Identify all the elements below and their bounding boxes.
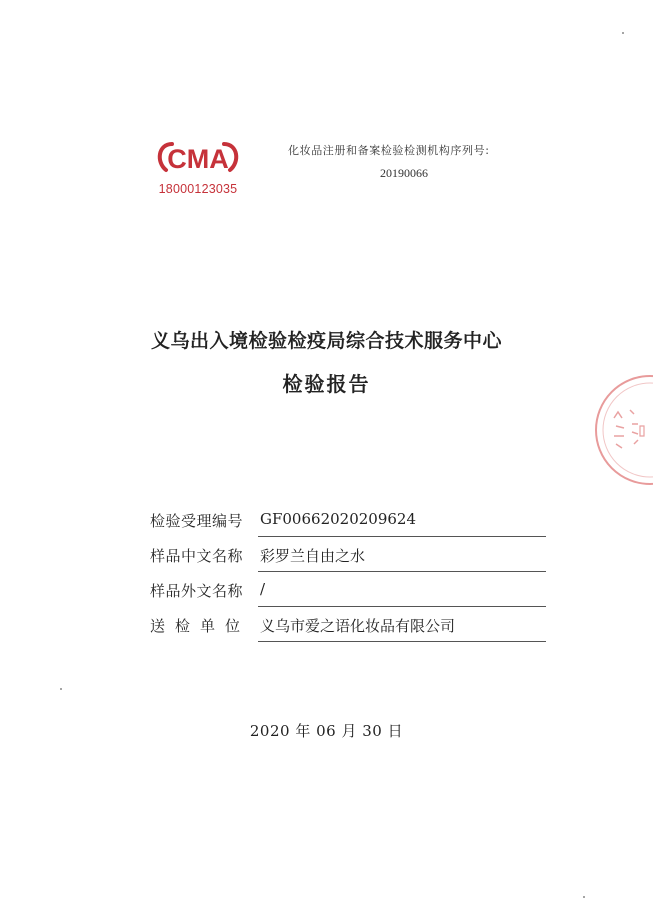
field-value: 义乌市爱之语化妆品有限公司 bbox=[260, 617, 456, 635]
field-row-acceptance-number bbox=[150, 506, 550, 541]
field-underline bbox=[258, 641, 546, 642]
scan-speck bbox=[60, 688, 62, 690]
field-label: 送检单位 bbox=[150, 617, 251, 635]
field-value: 彩罗兰自由之水 bbox=[260, 547, 366, 565]
field-value: GF00662020209624 bbox=[260, 510, 416, 528]
red-seal-stamp-icon bbox=[588, 370, 653, 490]
report-date: 2020 年 06 月 30 日 bbox=[249, 722, 404, 740]
cma-logo-text: CMA bbox=[167, 144, 229, 174]
field-value: / bbox=[260, 580, 266, 598]
field-label: 样品中文名称 bbox=[150, 547, 244, 565]
field-label: 检验受理编号 bbox=[150, 512, 244, 530]
scan-speck bbox=[622, 32, 624, 34]
field-row-submitting-unit bbox=[150, 611, 550, 646]
document-title: 检验报告 bbox=[282, 372, 371, 396]
field-row-sample-chinese-name bbox=[150, 541, 550, 576]
registration-number: 20190066 bbox=[380, 166, 428, 180]
scan-speck bbox=[583, 896, 585, 898]
field-underline bbox=[258, 606, 546, 607]
registration-label: 化妆品注册和备案检验检测机构序列号: bbox=[288, 144, 490, 157]
report-fields bbox=[150, 506, 550, 646]
cma-number: 18000123035 bbox=[158, 182, 238, 196]
organization-title: 义乌出入境检验检疫局综合技术服务中心 bbox=[150, 330, 502, 352]
field-underline bbox=[258, 571, 546, 572]
field-underline bbox=[258, 536, 546, 537]
field-label: 样品外文名称 bbox=[150, 582, 244, 600]
field-row-sample-foreign-name bbox=[150, 576, 550, 611]
